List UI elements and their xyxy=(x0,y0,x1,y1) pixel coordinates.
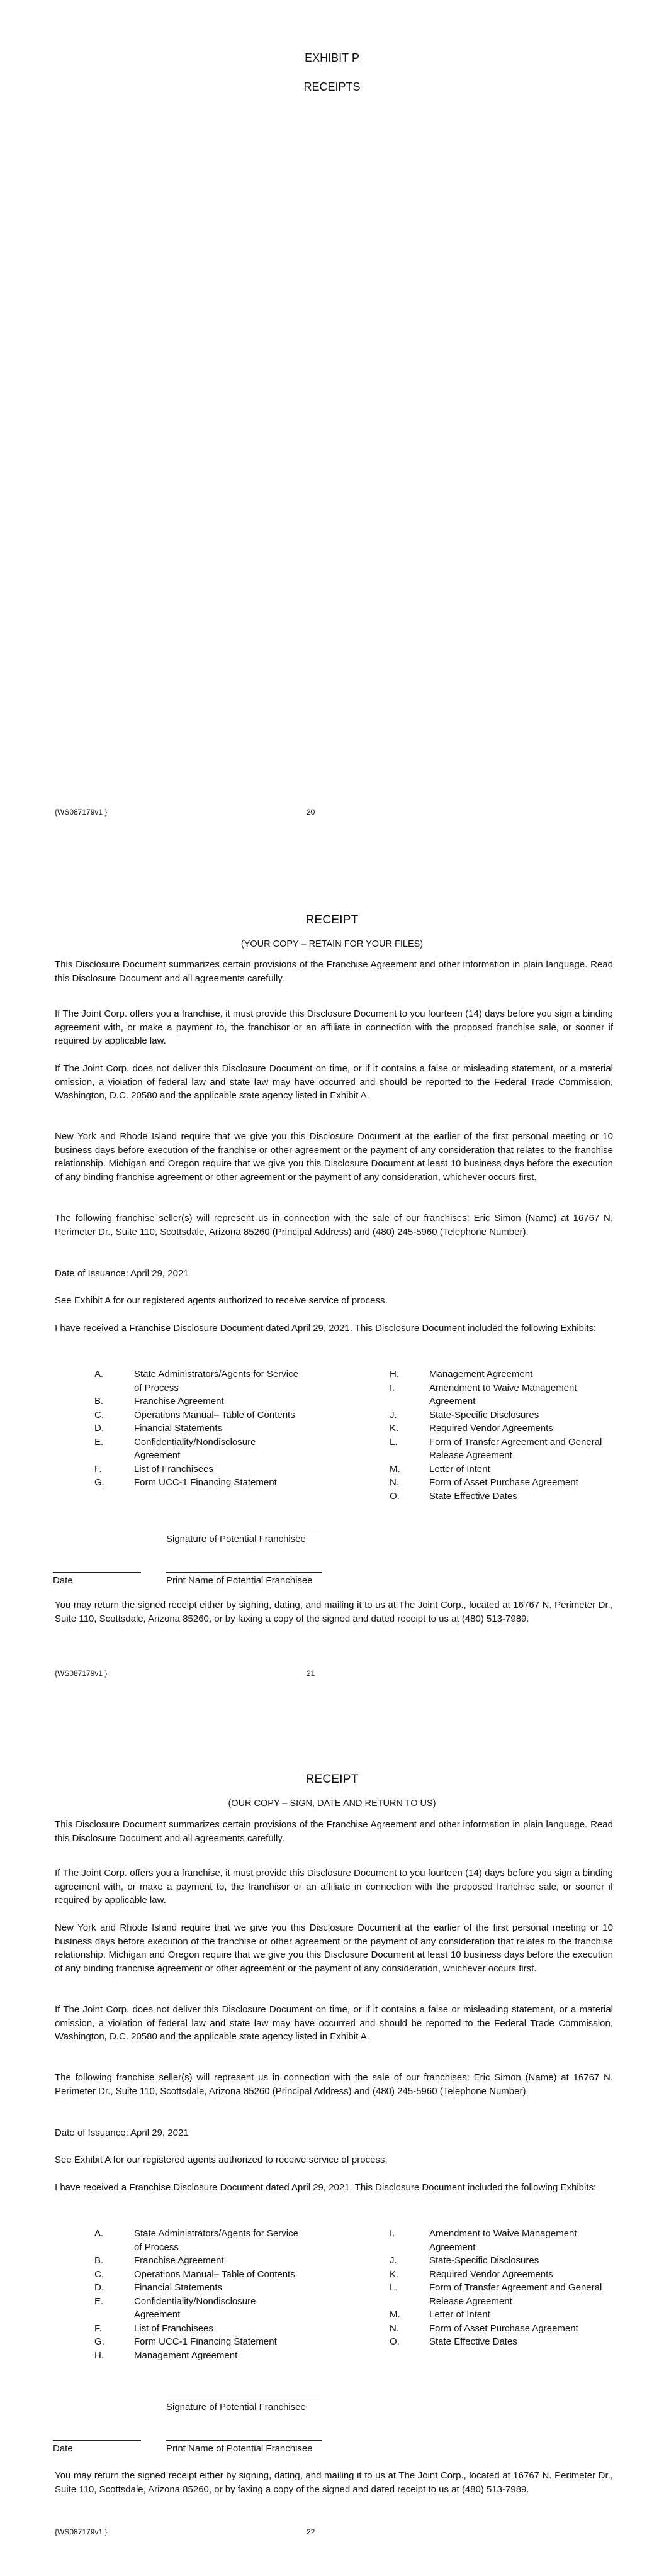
exhibit-letter: F. xyxy=(94,2322,102,2334)
exhibit-name: State-Specific Disclosures xyxy=(429,2255,539,2266)
paragraph-violation: If The Joint Corp. does not deliver this Disclosure Document on time, or if it contains a false or misleading statement, or a material omission, a violation of federal law and state law may have occurred and should be reported to the Federal Trade Commission, Washington, D.C. 20580 and the applicable state agency listed in Exhibit A. xyxy=(55,2004,613,2042)
exhibit-name: State Effective Dates xyxy=(429,1490,517,1502)
exhibit-letter: J. xyxy=(390,1409,397,1420)
exhibit-letter: N. xyxy=(390,2322,399,2334)
print-name-label: Print Name of Potential Franchisee xyxy=(166,2443,313,2454)
exhibit-name: State-Specific Disclosures xyxy=(429,1409,539,1420)
exhibit-item xyxy=(94,2254,302,2268)
paragraph-delivery-timing: If The Joint Corp. offers you a franchise, it must provide this Disclosure Document to you fourteen (14) days before you sign a binding agreement with, or make a payment to, the franchisor or an affiliate in connection with the proposed franchise sale, or sooner if required by applicable law. xyxy=(55,1008,613,1046)
paragraph-state-requirements: New York and Rhode Island require that we give you this Disclosure Document at the earlier of the first personal meeting or 10 business days before execution of the franchise or other agreement or the payment of any consideration that relates to the franchise relationship. Michigan and Oregon require that we give you this Disclosure Document at least 10 business days before the execution of any binding franchise agreement or other agreement or the payment of any consideration, whichever occurs first. xyxy=(55,1922,613,1974)
exhibit-letter: M. xyxy=(390,2309,400,2320)
exhibit-name: Amendment to Waive Management Agreement xyxy=(429,1382,577,1407)
exhibit-name: Financial Statements xyxy=(134,2282,223,2293)
exhibit-item xyxy=(390,1422,616,1436)
exhibit-letter: G. xyxy=(94,1477,104,1488)
exhibit-name: Form of Asset Purchase Agreement xyxy=(429,1477,578,1488)
exhibit-item xyxy=(94,1476,302,1490)
exhibit-letter: O. xyxy=(390,2336,400,2347)
receipts-title: RECEIPTS xyxy=(303,81,361,93)
signature-label: Signature of Potential Franchisee xyxy=(166,1534,306,1544)
exhibit-item xyxy=(94,1408,302,1422)
exhibit-item xyxy=(390,2281,616,2308)
receipt-title: RECEIPT xyxy=(305,913,359,927)
exhibit-name: Confidentiality/Nondisclosure Agreement xyxy=(134,2295,256,2320)
exhibit-item xyxy=(94,2322,302,2336)
paragraph-summary: This Disclosure Document summarizes certain provisions of the Franchise Agreement and other information in plain language. Read this Disclosure Document and all agreements carefully. xyxy=(55,1819,613,1844)
print-name-line[interactable] xyxy=(166,2440,322,2441)
paragraph-registered-agents: See Exhibit A for our registered agents authorized to receive service of process. xyxy=(55,2155,388,2165)
exhibit-item xyxy=(390,2254,616,2268)
exhibit-item xyxy=(390,1408,616,1422)
exhibit-letter: I. xyxy=(390,1382,395,1393)
paragraph-summary: This Disclosure Document summarizes certain provisions of the Franchise Agreement and other information in plain language. Read this Disclosure Document and all agreements carefully. xyxy=(55,959,613,984)
exhibit-letter: N. xyxy=(390,1477,399,1488)
exhibit-name: List of Franchisees xyxy=(134,2322,213,2334)
exhibit-letter: O. xyxy=(390,1490,400,1502)
exhibit-letter: C. xyxy=(94,2268,104,2280)
exhibit-item xyxy=(94,2295,302,2322)
exhibit-item xyxy=(390,1476,616,1490)
exhibit-name: Franchise Agreement xyxy=(134,2255,224,2266)
exhibit-letter: E. xyxy=(94,1436,104,1447)
exhibit-letter: K. xyxy=(390,1423,399,1434)
paragraph-violation: If The Joint Corp. does not deliver this Disclosure Document on time, or if it contains a false or misleading statement, or a material omission, a violation of federal law and state law may have occurred and should be reported to the Federal Trade Commission, Washington, D.C. 20580 and the applicable state agency listed in Exhibit A. xyxy=(55,1063,613,1101)
exhibit-letter: D. xyxy=(94,2282,104,2293)
exhibit-letter: A. xyxy=(94,2228,104,2239)
receipt-subtitle: (OUR COPY – SIGN, DATE AND RETURN TO US) xyxy=(228,1798,436,1809)
document-id: {WS087179v1 } xyxy=(55,808,108,817)
exhibit-name: State Administrators/Agents for Service of Process xyxy=(134,2228,298,2253)
exhibit-letter: A. xyxy=(94,1369,104,1380)
exhibit-letter: H. xyxy=(94,2350,104,2361)
exhibit-name: State Effective Dates xyxy=(429,2336,517,2347)
exhibit-name: Form of Asset Purchase Agreement xyxy=(429,2322,578,2334)
exhibit-list-left xyxy=(94,2227,302,2362)
exhibit-item xyxy=(390,1463,616,1476)
exhibit-list-right xyxy=(390,2227,616,2349)
date-of-issuance: Date of Issuance: April 29, 2021 xyxy=(55,2127,189,2138)
exhibit-name: Franchise Agreement xyxy=(134,1396,224,1407)
paragraph-received-fdd: I have received a Franchise Disclosure Document dated April 29, 2021. This Disclosure Document included the following Exhibits: xyxy=(55,1323,597,1334)
exhibit-name: Operations Manual– Table of Contents xyxy=(134,2268,295,2280)
exhibit-name: Letter of Intent xyxy=(429,1463,490,1475)
paragraph-received-fdd: I have received a Franchise Disclosure Document dated April 29, 2021. This Disclosure Document included the following Exhibits: xyxy=(55,2182,597,2193)
print-name-label: Print Name of Potential Franchisee xyxy=(166,1575,313,1586)
exhibit-list xyxy=(55,1368,613,1502)
exhibit-list-left xyxy=(94,1368,302,1490)
exhibit-name: Letter of Intent xyxy=(429,2309,490,2320)
exhibit-item xyxy=(390,1490,616,1503)
exhibit-name: Form of Transfer Agreement and General Release Agreement xyxy=(429,2282,602,2307)
exhibit-item xyxy=(390,2268,616,2282)
exhibit-item xyxy=(390,1368,616,1381)
exhibit-item xyxy=(94,1436,302,1463)
exhibit-item xyxy=(390,2335,616,2349)
exhibit-letter: L. xyxy=(390,2282,398,2293)
paragraph-franchise-seller: The following franchise seller(s) will represent us in connection with the sale of our franchises: Eric Simon (Name) at 16767 N. Perimeter Dr., Suite 110, Scottsdale, Arizona 85260 (Principal Address) and (480) 245-5960 (Telephone Number). xyxy=(55,2072,613,2097)
paragraph-delivery-timing: If The Joint Corp. offers you a franchise, it must provide this Disclosure Document to you fourteen (14) days before you sign a binding agreement with, or make a payment to, the franchisor or an affiliate in connection with the proposed franchise sale, or sooner if required by applicable law. xyxy=(55,1868,613,1905)
exhibit-list-right xyxy=(390,1368,616,1503)
exhibit-item xyxy=(390,1381,616,1408)
exhibit-item xyxy=(94,2335,302,2349)
exhibit-letter: K. xyxy=(390,2268,399,2280)
receipt-title: RECEIPT xyxy=(305,1773,359,1786)
exhibit-name: Operations Manual– Table of Contents xyxy=(134,1409,295,1420)
signature-label: Signature of Potential Franchisee xyxy=(166,2402,306,2412)
exhibit-letter: G. xyxy=(94,2336,104,2347)
exhibit-name: Required Vendor Agreements xyxy=(429,1423,553,1434)
exhibit-letter: B. xyxy=(94,1396,104,1407)
paragraph-franchise-seller: The following franchise seller(s) will represent us in connection with the sale of our franchises: Eric Simon (Name) at 16767 N. Perimeter Dr., Suite 110, Scottsdale, Arizona 85260 (Principal Address) and (480) 245-5960 (Telephone Number). xyxy=(55,1213,613,1237)
exhibit-letter: E. xyxy=(94,2295,104,2307)
exhibit-letter: J. xyxy=(390,2255,397,2266)
exhibit-name: Form of Transfer Agreement and General Release Agreement xyxy=(429,1436,602,1461)
date-line[interactable] xyxy=(53,2440,141,2441)
paragraph-registered-agents: See Exhibit A for our registered agents authorized to receive service of process. xyxy=(55,1295,388,1306)
paragraph-return-instructions: You may return the signed receipt either by signing, dating, and mailing it to us at The Joint Corp., located at 16767 N. Perimeter Dr., Suite 110, Scottsdale, Arizona 85260, or by faxing a copy of the signed and dated receipt to us at (480) 513-7989. xyxy=(55,2470,613,2495)
date-label: Date xyxy=(53,1575,73,1586)
exhibit-item xyxy=(94,1395,302,1408)
exhibit-name: State Administrators/Agents for Service of Process xyxy=(134,1369,298,1393)
exhibit-name: Management Agreement xyxy=(134,2350,238,2361)
exhibit-item xyxy=(94,1368,302,1395)
exhibit-name: Financial Statements xyxy=(134,1423,223,1434)
page-number: 20 xyxy=(307,808,315,817)
date-of-issuance: Date of Issuance: April 29, 2021 xyxy=(55,1268,189,1279)
exhibit-item xyxy=(94,2227,302,2254)
exhibit-name: Management Agreement xyxy=(429,1369,533,1380)
receipt-subtitle: (YOUR COPY – RETAIN FOR YOUR FILES) xyxy=(240,939,424,949)
exhibit-letter: C. xyxy=(94,1409,104,1420)
print-name-line[interactable] xyxy=(166,1572,322,1573)
paragraph-return-instructions: You may return the signed receipt either by signing, dating, and mailing it to us at The Joint Corp., located at 16767 N. Perimeter Dr., Suite 110, Scottsdale, Arizona 85260, or by faxing a copy of the signed and dated receipt to us at (480) 513-7989. xyxy=(55,1600,613,1624)
exhibit-letter: D. xyxy=(94,1423,104,1434)
exhibit-letter: I. xyxy=(390,2228,395,2239)
exhibit-name: Amendment to Waive Management Agreement xyxy=(429,2228,577,2253)
exhibit-item xyxy=(390,1436,616,1463)
exhibit-letter: H. xyxy=(390,1369,399,1380)
exhibit-item xyxy=(94,1422,302,1436)
exhibit-title: EXHIBIT P xyxy=(305,52,359,64)
exhibit-letter: B. xyxy=(94,2255,104,2266)
exhibit-name: Form UCC-1 Financing Statement xyxy=(134,2336,277,2347)
exhibit-item xyxy=(94,2268,302,2282)
exhibit-letter: M. xyxy=(390,1463,400,1475)
exhibit-list xyxy=(55,2227,613,2361)
page-number: 22 xyxy=(307,2528,315,2536)
exhibit-item xyxy=(94,1463,302,1476)
exhibit-item xyxy=(390,2308,616,2322)
paragraph-state-requirements: New York and Rhode Island require that we give you this Disclosure Document at the earlier of the first personal meeting or 10 business days before execution of the franchise or other agreement or the payment of any consideration that relates to the franchise relationship. Michigan and Oregon require that we give you this Disclosure Document at least 10 business days before the execution of any binding franchise agreement or other agreement or the payment of any consideration, whichever occurs first. xyxy=(55,1131,613,1183)
exhibit-item xyxy=(390,2322,616,2336)
exhibit-name: Form UCC-1 Financing Statement xyxy=(134,1477,277,1488)
date-line[interactable] xyxy=(53,1572,141,1573)
exhibit-item xyxy=(94,2281,302,2295)
document-id: {WS087179v1 } xyxy=(55,2528,108,2536)
exhibit-name: Confidentiality/Nondisclosure Agreement xyxy=(134,1436,256,1461)
date-label: Date xyxy=(53,2443,73,2454)
document-id: {WS087179v1 } xyxy=(55,1669,108,1678)
page-number: 21 xyxy=(307,1669,315,1678)
exhibit-item xyxy=(94,2349,302,2363)
exhibit-letter: L. xyxy=(390,1436,398,1447)
exhibit-name: Required Vendor Agreements xyxy=(429,2268,553,2280)
exhibit-item xyxy=(390,2227,616,2254)
exhibit-name: List of Franchisees xyxy=(134,1463,213,1475)
exhibit-letter: F. xyxy=(94,1463,102,1475)
